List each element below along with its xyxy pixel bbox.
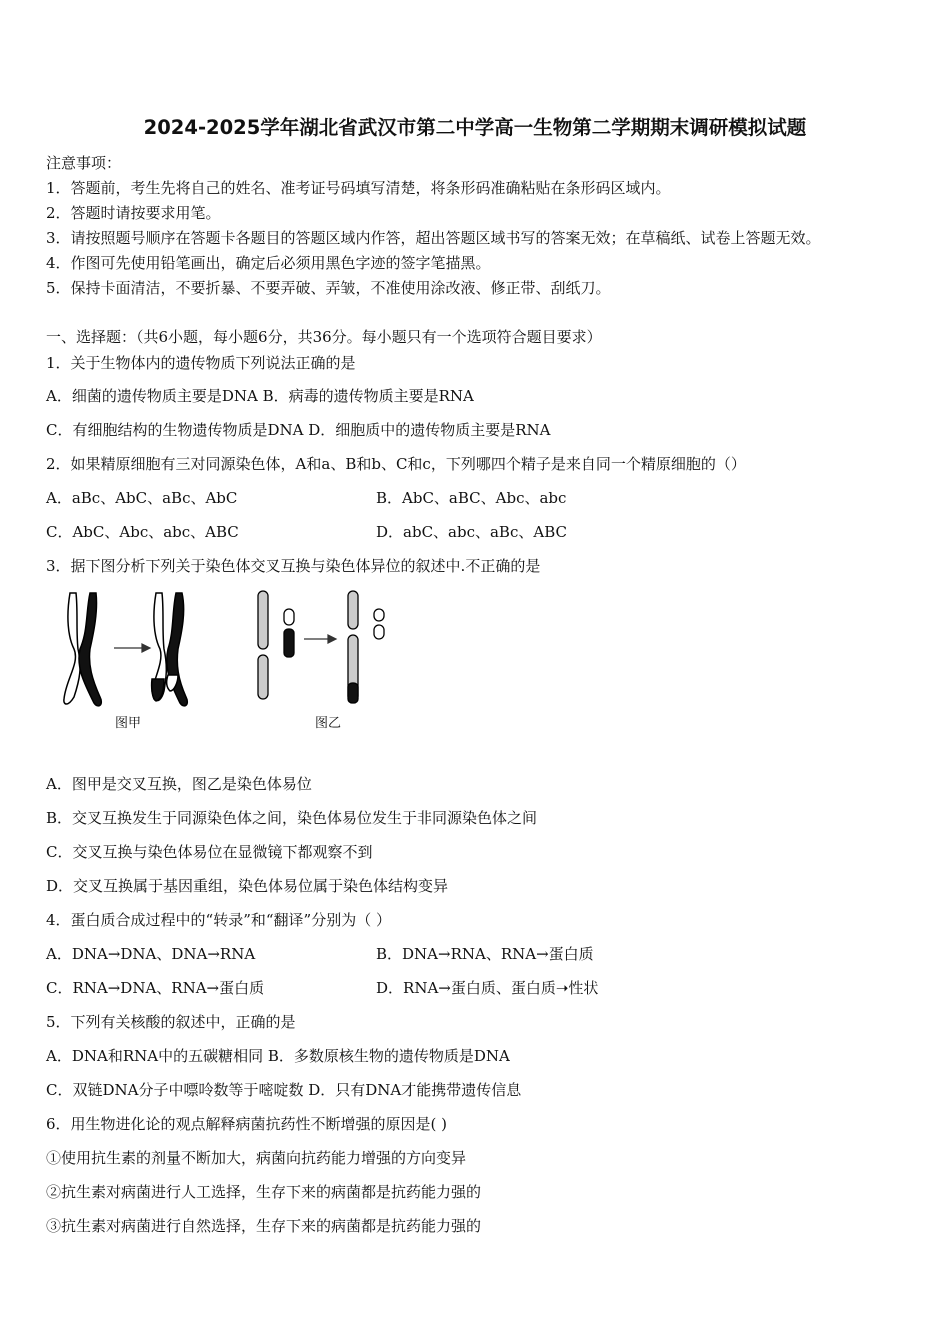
notice-item: 5．保持卡面清洁，不要折暴、不要弄破、弄皱，不准使用涂改液、修正带、刮纸刀。 — [46, 279, 611, 297]
question-6-statement-3: ③抗生素对病菌进行自然选择，生存下来的病菌都是抗药能力强的 — [46, 1217, 482, 1235]
question-6-statement-2: ②抗生素对病菌进行人工选择，生存下来的病菌都是抗药能力强的 — [46, 1183, 482, 1201]
question-5-options-ab: A．DNA和RNA中的五碳糖相同 B．多数原核生物的遗传物质是DNA — [46, 1047, 510, 1065]
question-4-stem: 4．蛋白质合成过程中的“转录”和“翻译”分别为（ ） — [46, 911, 391, 929]
question-4-option-b: B．DNA→RNA、RNA→蛋白质 — [376, 945, 594, 963]
notice-heading: 注意事项： — [46, 154, 122, 172]
question-2-option-a: A．aBc、AbC、aBc、AbC — [46, 489, 238, 507]
question-2-option-d: D．abC、abc、aBc、ABC — [376, 523, 567, 541]
question-5-options-cd: C．双链DNA分子中嘌呤数等于嘧啶数 D．只有DNA才能携带遗传信息 — [46, 1081, 522, 1099]
notice-item: 4．作图可先使用铅笔画出，确定后必须用黑色字迹的签字笔描黑。 — [46, 254, 491, 272]
question-1-options-ab: A．细菌的遗传物质主要是DNA B．病毒的遗传物质主要是RNA — [46, 387, 474, 405]
arrow-icon — [114, 644, 150, 652]
notice-item: 1．答题前，考生先将自己的姓名、准考证号码填写清楚，将条形码准确粘贴在条形码区域内。 — [46, 179, 671, 197]
question-2-stem: 2．如果精原细胞有三对同源染色体，A和a、B和b、C和c，下列哪四个精子是来自同一个精原细胞的（） — [46, 455, 746, 473]
figure-a-after — [152, 593, 188, 706]
question-3-option-a: A．图甲是交叉互换，图乙是染色体易位 — [46, 775, 312, 793]
question-4-option-c: C．RNA→DNA、RNA→蛋白质 — [46, 979, 265, 997]
figure-b-after — [348, 591, 384, 703]
question-3-stem: 3．据下图分析下列关于染色体交叉互换与染色体异位的叙述中.不正确的是 — [46, 557, 541, 575]
question-2-option-c: C．AbC、Abc、abc、ABC — [46, 523, 239, 541]
figure-a-label: 图甲 — [114, 716, 142, 731]
question-6-statement-1: ①使用抗生素的剂量不断加大，病菌向抗药能力增强的方向变异 — [46, 1149, 467, 1167]
figure-a-before — [64, 593, 101, 706]
question-3-option-b: B．交叉互换发生于同源染色体之间，染色体易位发生于非同源染色体之间 — [46, 809, 538, 827]
notice-item: 3．请按照题号顺序在答题卡各题目的答题区域内作答，超出答题区域书写的答案无效；在草稿纸、试卷上答题无效。 — [46, 229, 821, 247]
question-2-option-b: B．AbC、aBC、Abc、abc — [376, 489, 567, 507]
question-5-stem: 5．下列有关核酸的叙述中，正确的是 — [46, 1013, 296, 1031]
question-1-stem: 1．关于生物体内的遗传物质下列说法正确的是 — [46, 354, 356, 372]
chromosome-figure — [58, 587, 398, 737]
notice-item: 2．答题时请按要求用笔。 — [46, 204, 221, 222]
arrow-icon — [304, 635, 336, 643]
question-3-option-d: D．交叉互换属于基因重组，染色体易位属于染色体结构变异 — [46, 877, 449, 895]
question-3-option-c: C．交叉互换与染色体易位在显微镜下都观察不到 — [46, 843, 373, 861]
section-heading: 一、选择题：（共6小题，每小题6分，共36分。每小题只有一个选项符合题目要求） — [46, 328, 602, 346]
figure-b-label: 图乙 — [314, 716, 342, 731]
question-4-option-d: D．RNA→蛋白质、蛋白质➝性状 — [376, 979, 599, 997]
question-4-option-a: A．DNA→DNA、DNA→RNA — [46, 945, 256, 963]
page-title: 2024-2025学年湖北省武汉市第二中学高一生物第二学期期末调研模拟试题 — [143, 116, 807, 139]
question-1-options-cd: C．有细胞结构的生物遗传物质是DNA D．细胞质中的遗传物质主要是RNA — [46, 421, 551, 439]
figure-b-before — [258, 591, 294, 699]
question-6-stem: 6．用生物进化论的观点解释病菌抗药性不断增强的原因是( ) — [46, 1115, 448, 1133]
